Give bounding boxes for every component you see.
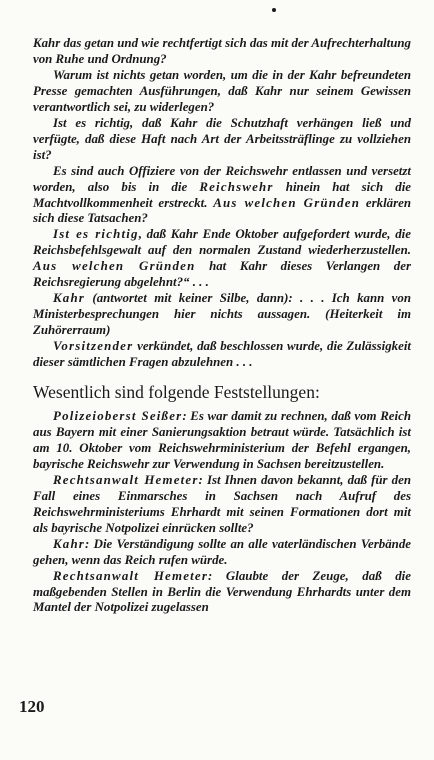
paragraph <box>33 291 411 339</box>
text-run: : Ist Ihnen davon bekannt, daß für den Fall eines Einmarsches in Sachsen nach Aufruf des Reichswehrministeriums Ehrhardt mit seinen Formationen dort mit als bayrische Notpolizei einrücken sollte? <box>33 472 411 535</box>
paragraph <box>33 409 411 473</box>
paragraph <box>33 116 411 164</box>
text-run: hinein hat sich die Machtvollkommenheit erstreckt. <box>33 179 411 210</box>
paragraph <box>33 36 411 68</box>
text-run: , daß Kahr Ende Oktober aufgefordert wurde, die Reichsbefehlsgewalt auf den normalen Zustand wiederherzustellen. <box>33 227 411 258</box>
page-number: 120 <box>19 697 45 716</box>
text-run: : Es war damit zu rechnen, daß vom Reich aus Bayern mit einer Sanierungsaktion betraut würde. Tatsächlich ist am 10. Oktober vom Reichswehrministerium der Befehl ergangen, bayrische Reichswehr zur Verwendung in Sachsen bereitzustellen. <box>33 409 411 471</box>
text-run: hat Kahr dieses Verlangen der Reichsregierung abgelehnt?“ . . . <box>33 259 411 290</box>
speaker-name: Ist es richtig <box>53 227 139 242</box>
speaker-name: Rechtsanwalt Hemeter <box>53 568 209 583</box>
paragraph <box>33 569 411 617</box>
text-run: erklären sich diese Tatsachen? <box>33 195 412 226</box>
speaker-name: Reichswehr <box>199 179 274 194</box>
paragraph <box>33 227 411 291</box>
paragraph <box>33 473 411 537</box>
text-run: Es sind auch Offiziere von der Reichswehr entlassen und versetzt worden, also bis in die <box>33 163 411 194</box>
speaker-name: Aus welchen Gründen <box>213 195 361 210</box>
section-heading <box>33 381 411 403</box>
speaker-name: Vorsitzender <box>53 339 134 354</box>
paragraph <box>33 68 411 116</box>
speaker-name: Kahr <box>53 536 86 551</box>
text-run: Kahr das getan und wie rechtfertigt sich das mit der Aufrechterhaltung von Ruhe und Ordnung? <box>33 36 411 66</box>
text-run: verkündet, daß beschlossen wurde, die Zulässigkeit dieser sämtlichen Fragen abzulehnen . . . <box>33 339 411 370</box>
text-run: : Die Verständigung sollte an alle vaterländischen Verbände gehen, wenn das Reich rufen würde. <box>33 536 411 567</box>
paragraph <box>33 164 411 228</box>
text-run: : Glaubte der Zeuge, daß die maßgebenden Stellen in Berlin die Verwendung Ehrhardts unter dem Mantel der Notpolizei zugelassen <box>33 568 411 615</box>
text-run: Wesentlich sind folgende Feststellungen: <box>33 382 320 403</box>
speaker-name: Aus welchen Gründen <box>33 259 196 274</box>
speaker-name: Polizeioberst Seißer <box>53 409 183 424</box>
text-run: (antwortet mit keiner Silbe, dann): . . . Ich kann von Ministerbesprechungen hier nichts aussagen. (Heiterkeit im Zuhörerraum) <box>33 291 411 338</box>
ink-dot <box>272 8 276 12</box>
paragraph <box>33 537 411 569</box>
text-run: Warum ist nichts getan worden, um die in der Kahr befreundeten Presse gemachten Ausführungen, daß Kahr nur seinem Gewissen verantwortlich sei, zu widerlegen? <box>33 67 411 114</box>
paragraph <box>33 339 411 371</box>
body-text <box>33 36 411 616</box>
speaker-name: Rechtsanwalt Hemeter <box>53 472 199 487</box>
speaker-name: Kahr <box>53 291 86 306</box>
text-run: Ist es richtig, daß Kahr die Schutzhaft verhängen ließ und verfügte, daß diese Haft nach Art der Arbeitssträflinge zu vollziehen ist? <box>33 115 411 162</box>
